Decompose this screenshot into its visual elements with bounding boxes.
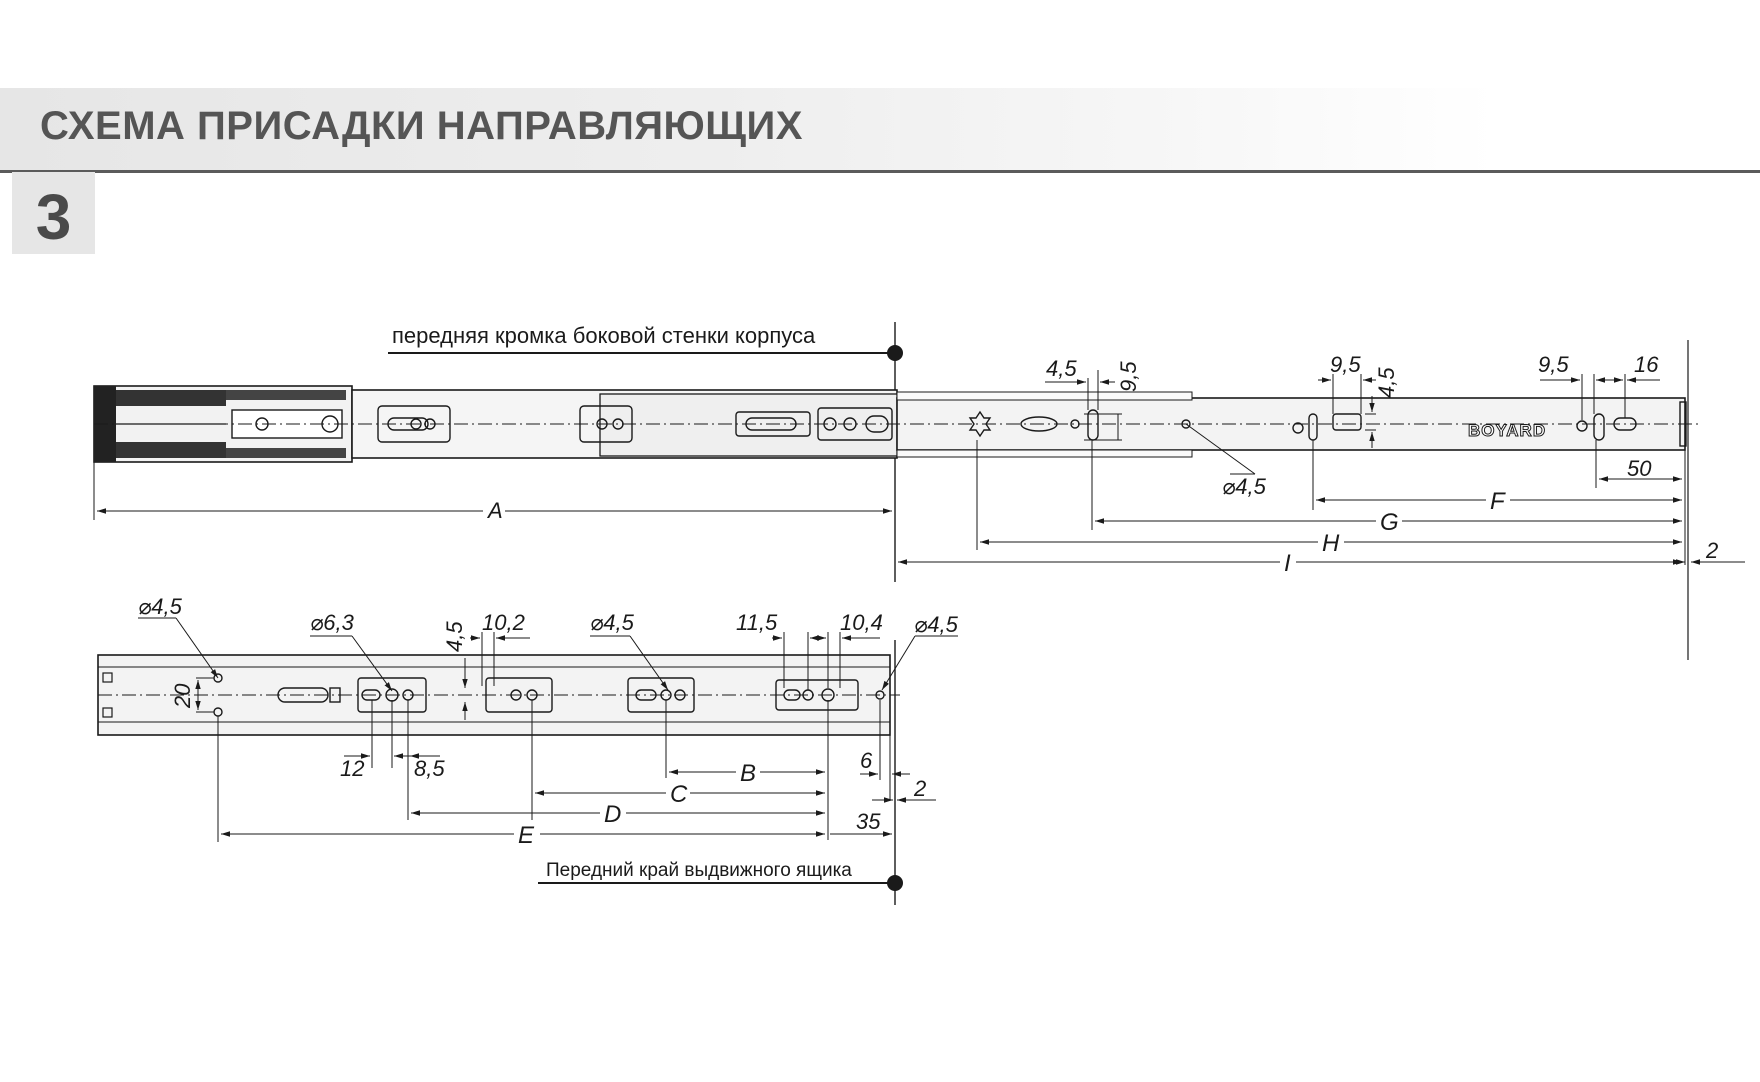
- dim-4-5-top-b: 4,5: [1374, 367, 1399, 398]
- dim-16: 16: [1634, 352, 1659, 377]
- dim-12: 12: [340, 756, 365, 781]
- dim-F: F: [1490, 488, 1505, 515]
- dim-I: I: [1284, 550, 1291, 577]
- drawer-rail-drawing: [98, 594, 959, 891]
- dim-20: 20: [170, 683, 195, 708]
- dim-10-2: 10,2: [482, 610, 525, 635]
- cabinet-edge-marker: [887, 345, 903, 361]
- dim-50: 50: [1627, 456, 1652, 481]
- dim-4-5-bottom: 4,5: [442, 621, 467, 652]
- dim-10-4: 10,4: [840, 610, 883, 635]
- drawer-edge-label: Передний край выдвижного ящика: [546, 860, 852, 881]
- dim-dia-4-5-bottom-a: ⌀4,5: [138, 594, 182, 619]
- drawer-edge-marker: [887, 875, 903, 891]
- dim-9-5-top-a: 9,5: [1116, 361, 1141, 392]
- dim-dia-4-5-bottom-b: ⌀4,5: [590, 610, 634, 635]
- section-number: 3: [35, 181, 72, 253]
- dim-dia-4-5-top: ⌀4,5: [1222, 474, 1266, 499]
- dim-2-top: 2: [1706, 538, 1719, 563]
- dim-2-bottom: 2: [914, 776, 927, 801]
- page-title: СХЕМА ПРИСАДКИ НАПРАВЛЯЮЩИХ: [40, 104, 803, 148]
- dim-9-5-top-c: 9,5: [1538, 352, 1569, 377]
- dim-C: C: [670, 781, 688, 808]
- dim-G: G: [1380, 509, 1399, 536]
- dim-H: H: [1322, 530, 1340, 557]
- dim-dia-6-3: ⌀6,3: [310, 610, 354, 635]
- dim-8-5: 8,5: [414, 756, 445, 781]
- dim-35: 35: [856, 809, 881, 834]
- dim-dia-4-5-bottom-c: ⌀4,5: [914, 612, 958, 637]
- brand-logo: BOYARD: [1468, 421, 1547, 440]
- dim-4-5-top-a: 4,5: [1046, 356, 1077, 381]
- cabinet-edge-label: передняя кромка боковой стенки корпуса: [392, 323, 816, 348]
- dim-6: 6: [860, 748, 873, 773]
- dim-11-5: 11,5: [736, 610, 778, 635]
- dim-9-5-top-b: 9,5: [1330, 352, 1361, 377]
- dim-B: B: [740, 760, 757, 787]
- dim-A-label: A: [488, 498, 503, 523]
- dim-E: E: [518, 822, 535, 849]
- dim-D: D: [604, 801, 622, 828]
